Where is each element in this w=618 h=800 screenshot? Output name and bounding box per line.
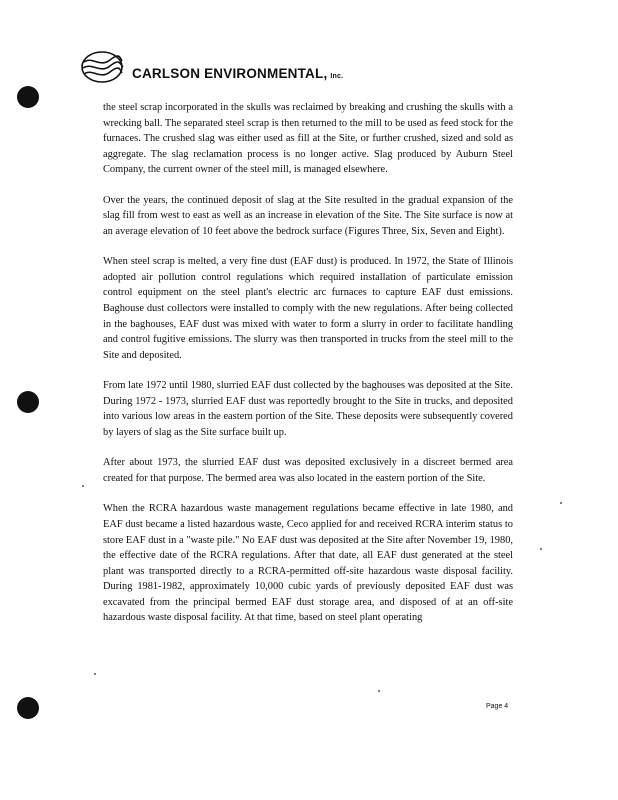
company-suffix: Inc. bbox=[330, 73, 344, 80]
scan-speck bbox=[94, 673, 96, 675]
scan-speck bbox=[378, 690, 380, 692]
paragraph-5: After about 1973, the slurried EAF dust was deposited exclusively in a discreet bermed area created for that purpose. The bermed area was also located in the eastern portion of the Site. bbox=[103, 457, 513, 484]
binder-hole-top bbox=[17, 86, 39, 108]
company-name bbox=[132, 66, 343, 81]
binder-hole-bottom bbox=[17, 697, 39, 719]
paragraph-4: From late 1972 until 1980, slurried EAF dust collected by the baghouses was deposited at the Site. During 1972 - 1973, slurried EAF dust was reportedly brought to the Site in trucks, and deposited into various low areas in the eastern portion of the Site. These deposits were subsequently covered by layers of slag as the Site surface built up. bbox=[103, 380, 513, 438]
paragraph-2: Over the years, the continued deposit of slag at the Site resulted in the gradual expansion of the slag fill from west to east as well as an increase in elevation of the Site. The Site surface is now at an average elevation of 10 feet above the bedrock surface (Figures Three, Six, Seven and Eight). bbox=[103, 194, 513, 237]
paragraph-3: When steel scrap is melted, a very fine dust (EAF dust) is produced. In 1972, the State of Illinois adopted air pollution control regulations which required installation of particulate emission control equipment on the steel plant's electric arc furnaces to capture EAF dust emissions. Baghouse dust collectors were installed to comply with the new regulations. After being collected in the baghouses, EAF dust was mixed with water to form a slurry in order to facilitate handling and control fugitive emissions. The slurry was then transported in trucks from the steel mill to the Site and deposited. bbox=[103, 256, 513, 361]
paragraph-1: the steel scrap incorporated in the skulls was reclaimed by breaking and crushing the skulls with a wrecking ball. The separated steel scrap is then returned to the mill to be used as feed stock for the furnaces. The crushed slag was either used as fill at the Site, or further crushed, sized and sold as aggregate. The slag reclamation process is no longer active. Slag produced by Auburn Steel Company, the current owner of the steel mill, is managed elsewhere. bbox=[103, 102, 513, 176]
binder-hole-middle bbox=[17, 391, 39, 413]
company-name-text: CARLSON ENVIRONMENTAL, bbox=[132, 66, 328, 81]
document-body bbox=[103, 100, 513, 641]
page-number: Page 4 bbox=[486, 703, 509, 710]
scan-speck bbox=[540, 548, 542, 550]
scan-speck bbox=[82, 485, 84, 487]
paragraph-6: When the RCRA hazardous waste management regulations became effective in late 1980, and EAF dust became a listed hazardous waste, Ceco applied for and received RCRA interim status to store EAF dust in a "waste pile." No EAF dust was deposited at the Site after November 19, 1980, the effective date of the RCRA regulations. After that date, all EAF dust generated at the steel plant was transported directly to a RCRA-permitted off-site hazardous waste disposal facility. During 1981-1982, approximately 10,000 cubic yards of previously deposited EAF dust was excavated from the principal bermed EAF dust storage area, and disposed of at an off-site hazardous waste disposal facility. At that time, based on steel plant operating bbox=[103, 503, 513, 624]
scan-speck bbox=[560, 502, 562, 504]
company-logo-icon bbox=[80, 50, 124, 84]
